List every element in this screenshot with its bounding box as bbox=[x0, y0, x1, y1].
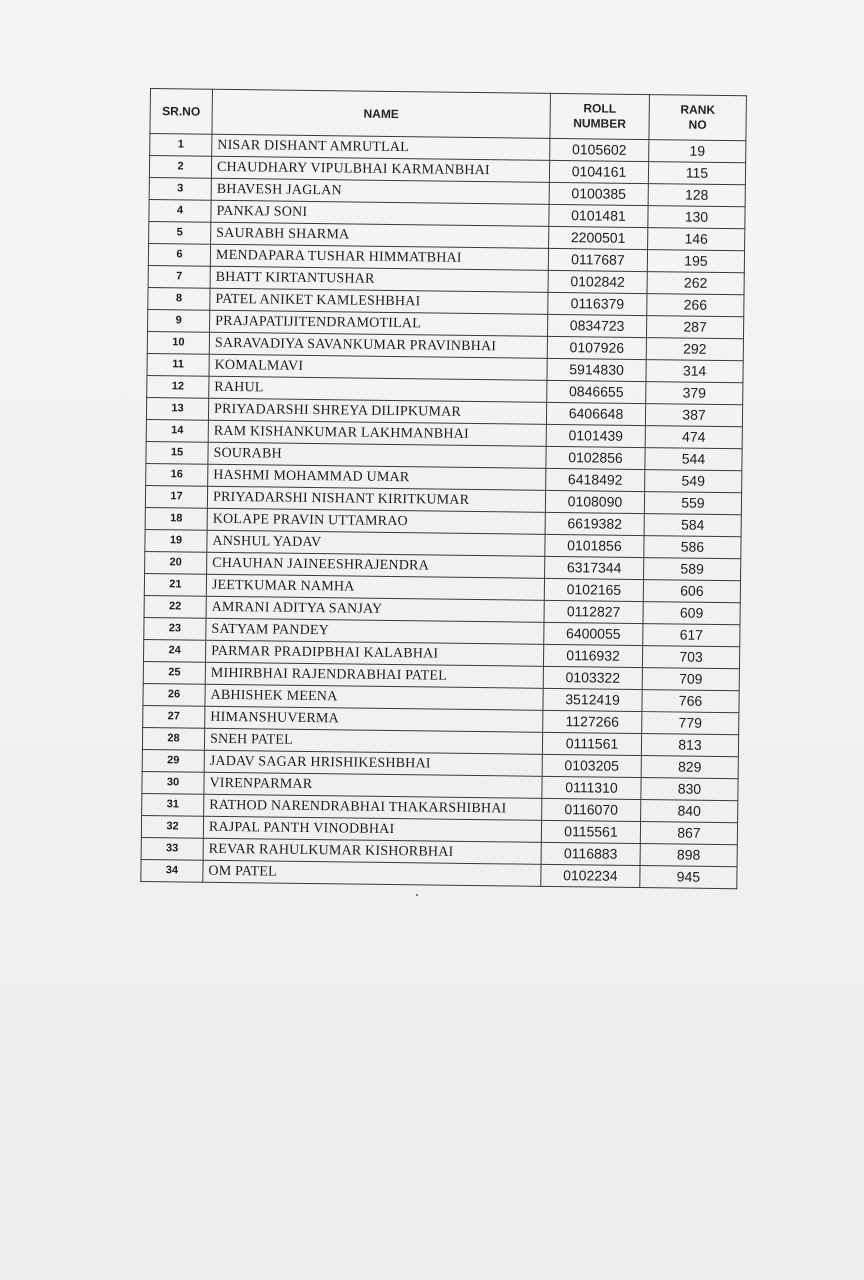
name-cell: NISAR DISHANT AMRUTLAL bbox=[212, 134, 550, 160]
rank-no-cell: 549 bbox=[645, 470, 742, 493]
rank-no-cell: 829 bbox=[641, 756, 738, 779]
rank-no-cell: 379 bbox=[646, 382, 743, 405]
roll-number-cell: 0105602 bbox=[550, 138, 649, 161]
sr-no-cell: 28 bbox=[142, 727, 204, 750]
name-cell: MENDAPARA TUSHAR HIMMATBHAI bbox=[210, 244, 548, 270]
name-cell: JADAV SAGAR HRISHIKESHBHAI bbox=[204, 750, 542, 776]
rank-no-cell: 130 bbox=[648, 206, 745, 229]
name-cell: OM PATEL bbox=[203, 860, 541, 886]
sr-no-cell: 13 bbox=[146, 397, 208, 420]
sr-no-cell: 25 bbox=[143, 661, 205, 684]
sr-no-cell: 19 bbox=[145, 529, 207, 552]
roll-number-cell: 0117687 bbox=[548, 248, 647, 271]
roll-number-cell: 6317344 bbox=[545, 556, 644, 579]
sr-no-cell: 20 bbox=[145, 551, 207, 574]
rank-no-cell: 589 bbox=[644, 558, 741, 581]
roll-number-cell: 0116883 bbox=[541, 842, 640, 865]
rank-no-cell: 559 bbox=[644, 492, 741, 515]
rank-list-table bbox=[140, 88, 747, 889]
rank-no-cell: 195 bbox=[647, 250, 744, 273]
roll-number-cell: 0103205 bbox=[542, 754, 641, 777]
sr-no-cell: 27 bbox=[143, 705, 205, 728]
name-cell: CHAUDHARY VIPULBHAI KARMANBHAI bbox=[211, 156, 549, 182]
sr-no-cell: 24 bbox=[143, 639, 205, 662]
roll-number-cell: 0115561 bbox=[541, 820, 640, 843]
rank-no-cell: 867 bbox=[640, 822, 737, 845]
name-cell: BHAVESH JAGLAN bbox=[211, 178, 549, 204]
roll-number-cell: 0834723 bbox=[547, 314, 646, 337]
roll-number-cell: 1127266 bbox=[543, 710, 642, 733]
sr-no-cell: 34 bbox=[141, 859, 203, 882]
name-cell: PRIYADARSHI SHREYA DILIPKUMAR bbox=[208, 398, 546, 424]
rank-no-cell: 292 bbox=[646, 338, 743, 361]
name-cell: SAURABH SHARMA bbox=[211, 222, 549, 248]
rank-no-cell: 945 bbox=[640, 866, 737, 889]
name-cell: RAHUL bbox=[209, 376, 547, 402]
sr-no-cell: 4 bbox=[149, 199, 211, 222]
name-cell: KOMALMAVI bbox=[209, 354, 547, 380]
roll-number-cell: 0112827 bbox=[544, 600, 643, 623]
name-cell: RAJPAL PANTH VINODBHAI bbox=[203, 816, 541, 842]
sr-no-cell: 14 bbox=[146, 419, 208, 442]
name-cell: JEETKUMAR NAMHA bbox=[206, 574, 544, 600]
rank-no-cell: 830 bbox=[641, 778, 738, 801]
sr-no-cell: 12 bbox=[147, 375, 209, 398]
header-roll-number: ROLL NUMBER bbox=[550, 93, 650, 139]
sr-no-cell: 11 bbox=[147, 353, 209, 376]
sr-no-cell: 32 bbox=[141, 815, 203, 838]
rank-no-cell: 387 bbox=[645, 404, 742, 427]
name-cell: VIRENPARMAR bbox=[204, 772, 542, 798]
name-cell: RAM KISHANKUMAR LAKHMANBHAI bbox=[208, 420, 546, 446]
sr-no-cell: 6 bbox=[148, 243, 210, 266]
sr-no-cell: 15 bbox=[146, 441, 208, 464]
roll-number-cell: 0102856 bbox=[546, 446, 645, 469]
roll-number-cell: 0104161 bbox=[549, 160, 648, 183]
sr-no-cell: 30 bbox=[142, 771, 204, 794]
name-cell: SARAVADIYA SAVANKUMAR PRAVINBHAI bbox=[209, 332, 547, 358]
name-cell: ANSHUL YADAV bbox=[207, 530, 545, 556]
rank-no-cell: 779 bbox=[642, 712, 739, 735]
sr-no-cell: 2 bbox=[149, 156, 211, 179]
rank-no-cell: 898 bbox=[640, 844, 737, 867]
sr-no-cell: 3 bbox=[149, 177, 211, 200]
name-cell: ABHISHEK MEENA bbox=[205, 684, 543, 710]
sr-no-cell: 21 bbox=[144, 573, 206, 596]
sr-no-cell: 17 bbox=[145, 485, 207, 508]
roll-number-cell: 0100385 bbox=[549, 182, 648, 205]
rank-no-cell: 703 bbox=[642, 646, 739, 669]
rank-no-cell: 709 bbox=[642, 668, 739, 691]
roll-number-cell: 6400055 bbox=[544, 622, 643, 645]
name-cell: SOURABH bbox=[208, 442, 546, 468]
sr-no-cell: 29 bbox=[142, 749, 204, 772]
roll-number-cell: 0116932 bbox=[543, 644, 642, 667]
sr-no-cell: 23 bbox=[144, 617, 206, 640]
rank-no-cell: 474 bbox=[645, 426, 742, 449]
name-cell: HIMANSHUVERMA bbox=[205, 706, 543, 732]
name-cell: RATHOD NARENDRABHAI THAKARSHIBHAI bbox=[204, 794, 542, 820]
roll-number-cell: 3512419 bbox=[543, 688, 642, 711]
rank-list-sheet bbox=[140, 88, 746, 889]
rank-no-cell: 584 bbox=[644, 514, 741, 537]
roll-number-cell: 0108090 bbox=[545, 490, 644, 513]
rank-no-cell: 813 bbox=[641, 734, 738, 757]
roll-number-cell: 5914830 bbox=[547, 358, 646, 381]
roll-number-cell: 0101481 bbox=[549, 204, 648, 227]
name-cell: KOLAPE PRAVIN UTTAMRAO bbox=[207, 508, 545, 534]
header-rank-no: RANK NO bbox=[649, 95, 747, 141]
header-name: NAME bbox=[212, 89, 551, 138]
table-header-row bbox=[150, 89, 747, 141]
roll-number-cell: 2200501 bbox=[549, 226, 648, 249]
roll-number-cell: 0101439 bbox=[546, 424, 645, 447]
name-cell: AMRANI ADITYA SANJAY bbox=[206, 596, 544, 622]
sr-no-cell: 31 bbox=[142, 793, 204, 816]
roll-number-cell: 0111310 bbox=[542, 776, 641, 799]
rank-no-cell: 266 bbox=[647, 294, 744, 317]
sr-no-cell: 9 bbox=[148, 309, 210, 332]
sr-no-cell: 5 bbox=[149, 221, 211, 244]
roll-number-cell: 0102234 bbox=[541, 864, 640, 887]
sr-no-cell: 1 bbox=[150, 134, 212, 157]
sr-no-cell: 16 bbox=[146, 463, 208, 486]
rank-no-cell: 146 bbox=[648, 228, 745, 251]
rank-no-cell: 617 bbox=[643, 624, 740, 647]
roll-number-cell: 6619382 bbox=[545, 512, 644, 535]
name-cell: SNEH PATEL bbox=[204, 728, 542, 754]
name-cell: PARMAR PRADIPBHAI KALABHAI bbox=[205, 640, 543, 666]
sr-no-cell: 8 bbox=[148, 287, 210, 310]
roll-number-cell: 0102165 bbox=[544, 578, 643, 601]
roll-number-cell: 0107926 bbox=[547, 336, 646, 359]
name-cell: MIHIRBHAI RAJENDRABHAI PATEL bbox=[205, 662, 543, 688]
rank-no-cell: 586 bbox=[644, 536, 741, 559]
rank-no-cell: 287 bbox=[646, 316, 743, 339]
name-cell: CHAUHAN JAINEESHRAJENDRA bbox=[207, 552, 545, 578]
rank-no-cell: 314 bbox=[646, 360, 743, 383]
rank-no-cell: 115 bbox=[648, 162, 745, 185]
rank-no-cell: 609 bbox=[643, 602, 740, 625]
roll-number-cell: 0103322 bbox=[543, 666, 642, 689]
roll-number-cell: 6406648 bbox=[546, 402, 645, 425]
sr-no-cell: 22 bbox=[144, 595, 206, 618]
name-cell: PANKAJ SONI bbox=[211, 200, 549, 226]
name-cell: SATYAM PANDEY bbox=[206, 618, 544, 644]
roll-number-cell: 0111561 bbox=[542, 732, 641, 755]
rank-no-cell: 128 bbox=[648, 184, 745, 207]
roll-number-cell: 0116070 bbox=[542, 798, 641, 821]
rank-no-cell: 606 bbox=[643, 580, 740, 603]
rank-no-cell: 766 bbox=[642, 690, 739, 713]
rank-no-cell: 19 bbox=[649, 140, 746, 163]
name-cell: REVAR RAHULKUMAR KISHORBHAI bbox=[203, 838, 541, 864]
rank-no-cell: 544 bbox=[645, 448, 742, 471]
roll-number-cell: 0116379 bbox=[548, 292, 647, 315]
table-body bbox=[141, 134, 746, 889]
sr-no-cell: 26 bbox=[143, 683, 205, 706]
sr-no-cell: 33 bbox=[141, 837, 203, 860]
name-cell: HASHMI MOHAMMAD UMAR bbox=[208, 464, 546, 490]
roll-number-cell: 0102842 bbox=[548, 270, 647, 293]
name-cell: PRIYADARSHI NISHANT KIRITKUMAR bbox=[207, 486, 545, 512]
sr-no-cell: 7 bbox=[148, 265, 210, 288]
sr-no-cell: 18 bbox=[145, 507, 207, 530]
sr-no-cell: 10 bbox=[147, 331, 209, 354]
header-sr-no: SR.NO bbox=[150, 89, 213, 135]
rank-no-cell: 262 bbox=[647, 272, 744, 295]
roll-number-cell: 0101856 bbox=[545, 534, 644, 557]
name-cell: PATEL ANIKET KAMLESHBHAI bbox=[210, 288, 548, 314]
roll-number-cell: 6418492 bbox=[546, 468, 645, 491]
roll-number-cell: 0846655 bbox=[547, 380, 646, 403]
name-cell: BHATT KIRTANTUSHAR bbox=[210, 266, 548, 292]
paper-speck bbox=[416, 894, 418, 896]
rank-no-cell: 840 bbox=[641, 800, 738, 823]
name-cell: PRAJAPATIJITENDRAMOTILAL bbox=[210, 310, 548, 336]
